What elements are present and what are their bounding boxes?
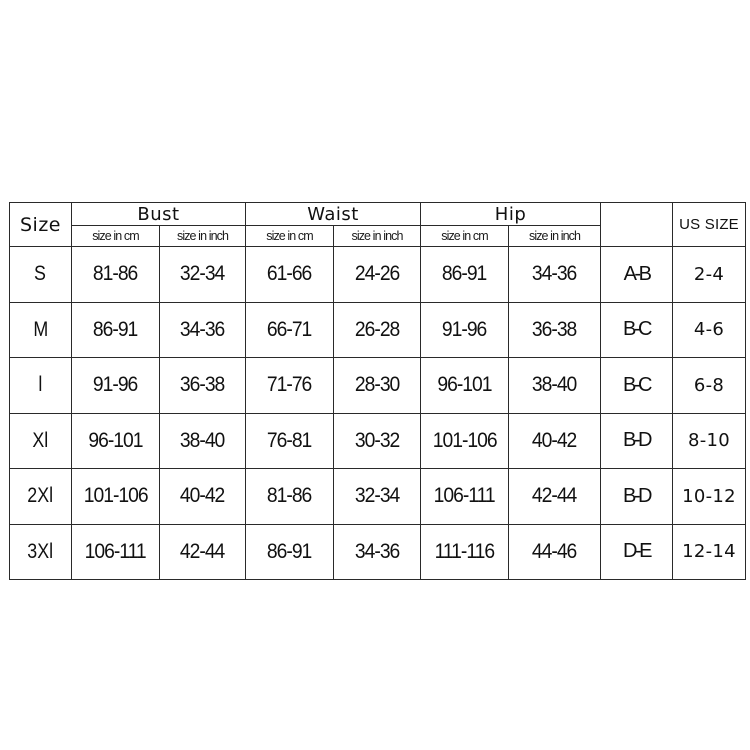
waist-cm-cell — [246, 524, 334, 580]
table-row — [10, 413, 746, 469]
cup-header — [601, 203, 673, 247]
waist-inch-value: 26-28 — [354, 317, 400, 341]
us-size-value: 8-10 — [673, 413, 746, 469]
hip-inch-cell — [509, 524, 601, 580]
waist-cm-cell — [246, 358, 334, 414]
bust-inch-value: 38-40 — [180, 428, 225, 452]
us-size-value: 12-14 — [673, 524, 746, 580]
waist-inch-cell — [334, 469, 421, 525]
bust-cm-value: 96-101 — [88, 428, 143, 452]
cup-value: B-D — [623, 429, 650, 452]
hip-inch-value: 44-46 — [532, 539, 577, 563]
hip-cm-value: 91-96 — [442, 317, 487, 341]
bust-inch-cell — [160, 302, 246, 358]
cup-value: B-C — [623, 318, 650, 341]
cup-cell — [601, 469, 673, 525]
bust-cm-cell — [72, 358, 160, 414]
size-label: l — [38, 373, 43, 397]
bust-inch-cell — [160, 247, 246, 303]
hip-inch-cell — [509, 469, 601, 525]
size-cell — [10, 413, 72, 469]
hip-cm-cell — [421, 247, 509, 303]
size-label: 3Xl — [27, 539, 54, 563]
bust-header: Bust — [72, 203, 246, 226]
waist-header: Waist — [246, 203, 421, 226]
hip-inch-value: 40-42 — [532, 428, 577, 452]
waist-inch-cell — [334, 247, 421, 303]
hip-cm-cell — [421, 413, 509, 469]
us-size-value: 2-4 — [673, 247, 746, 303]
size-cell — [10, 524, 72, 580]
waist-inch-cell — [334, 524, 421, 580]
bust-inch-cell — [160, 413, 246, 469]
bust-cm-unit: size in cm — [72, 226, 160, 247]
bust-cm-value: 101-106 — [83, 484, 148, 508]
cup-cell — [601, 358, 673, 414]
size-cell — [10, 469, 72, 525]
waist-inch-value: 24-26 — [354, 262, 400, 286]
waist-cm-value: 61-66 — [267, 262, 312, 286]
bust-inch-value: 34-36 — [180, 317, 225, 341]
cup-value: B-D — [623, 484, 650, 507]
hip-inch-value: 34-36 — [532, 262, 577, 286]
cup-value: B-C — [623, 373, 650, 396]
cup-cell — [601, 413, 673, 469]
bust-inch-value: 32-34 — [180, 262, 225, 286]
bust-cm-cell — [72, 469, 160, 525]
hip-inch-cell — [509, 302, 601, 358]
waist-cm-cell — [246, 302, 334, 358]
table-row — [10, 358, 746, 414]
waist-inch-value: 32-34 — [354, 484, 400, 508]
us-size-header: US SIZE — [673, 203, 746, 247]
size-label: 2Xl — [27, 484, 54, 508]
bust-cm-cell — [72, 247, 160, 303]
table-row — [10, 302, 746, 358]
cup-cell — [601, 247, 673, 303]
bust-inch-value: 42-44 — [180, 539, 225, 563]
hip-cm-cell — [421, 469, 509, 525]
bust-inch-value: 40-42 — [180, 484, 225, 508]
table-row — [10, 469, 746, 525]
hip-cm-unit: size in cm — [421, 226, 509, 247]
waist-inch-cell — [334, 413, 421, 469]
size-cell — [10, 247, 72, 303]
size-cell — [10, 358, 72, 414]
us-size-value: 4-6 — [673, 302, 746, 358]
bust-inch-value: 36-38 — [180, 373, 225, 397]
bust-cm-cell — [72, 413, 160, 469]
bust-cm-value: 86-91 — [93, 317, 138, 341]
hip-cm-cell — [421, 524, 509, 580]
waist-cm-cell — [246, 469, 334, 525]
size-cell — [10, 302, 72, 358]
waist-cm-value: 81-86 — [267, 484, 312, 508]
waist-inch-cell — [334, 358, 421, 414]
waist-inch-value: 30-32 — [354, 428, 400, 452]
hip-inch-value: 42-44 — [532, 484, 577, 508]
bust-cm-value: 106-111 — [85, 539, 146, 563]
bust-cm-cell — [72, 524, 160, 580]
hip-cm-value: 106-111 — [434, 484, 495, 508]
hip-cm-cell — [421, 358, 509, 414]
waist-cm-value: 66-71 — [267, 317, 312, 341]
table-row — [10, 247, 746, 303]
cup-cell — [601, 302, 673, 358]
us-size-value: 6-8 — [673, 358, 746, 414]
hip-cm-value: 101-106 — [432, 428, 497, 452]
waist-inch-cell — [334, 302, 421, 358]
hip-inch-value: 36-38 — [532, 317, 577, 341]
waist-inch-value: 28-30 — [354, 373, 400, 397]
table-row — [10, 524, 746, 580]
hip-cm-value: 96-101 — [437, 373, 492, 397]
size-chart-table — [9, 202, 746, 580]
hip-cm-value: 111-116 — [434, 539, 495, 563]
hip-inch-cell — [509, 358, 601, 414]
hip-inch-unit: size in inch — [509, 226, 601, 247]
waist-inch-value: 34-36 — [354, 539, 400, 563]
hip-cm-value: 86-91 — [442, 262, 487, 286]
waist-cm-unit: size in cm — [246, 226, 334, 247]
bust-cm-value: 81-86 — [93, 262, 138, 286]
hip-header: Hip — [421, 203, 601, 226]
waist-inch-unit: size in inch — [334, 226, 421, 247]
bust-cm-value: 91-96 — [93, 373, 138, 397]
hip-inch-cell — [509, 247, 601, 303]
size-label: S — [34, 262, 47, 286]
waist-cm-value: 71-76 — [267, 373, 312, 397]
cup-value: A-B — [623, 262, 650, 285]
bust-inch-cell — [160, 358, 246, 414]
bust-inch-cell — [160, 524, 246, 580]
waist-cm-cell — [246, 247, 334, 303]
hip-cm-cell — [421, 302, 509, 358]
bust-cm-cell — [72, 302, 160, 358]
hip-inch-value: 38-40 — [532, 373, 577, 397]
size-label: M — [33, 317, 48, 341]
size-header: Size — [10, 203, 72, 247]
header-row-groups — [10, 203, 746, 226]
hip-inch-cell — [509, 413, 601, 469]
bust-inch-cell — [160, 469, 246, 525]
cup-cell — [601, 524, 673, 580]
bust-inch-unit: size in inch — [160, 226, 246, 247]
waist-cm-cell — [246, 413, 334, 469]
us-size-value: 10-12 — [673, 469, 746, 525]
cup-value: D-E — [623, 540, 650, 563]
size-label: Xl — [32, 428, 49, 452]
waist-cm-value: 86-91 — [267, 539, 312, 563]
waist-cm-value: 76-81 — [267, 428, 312, 452]
